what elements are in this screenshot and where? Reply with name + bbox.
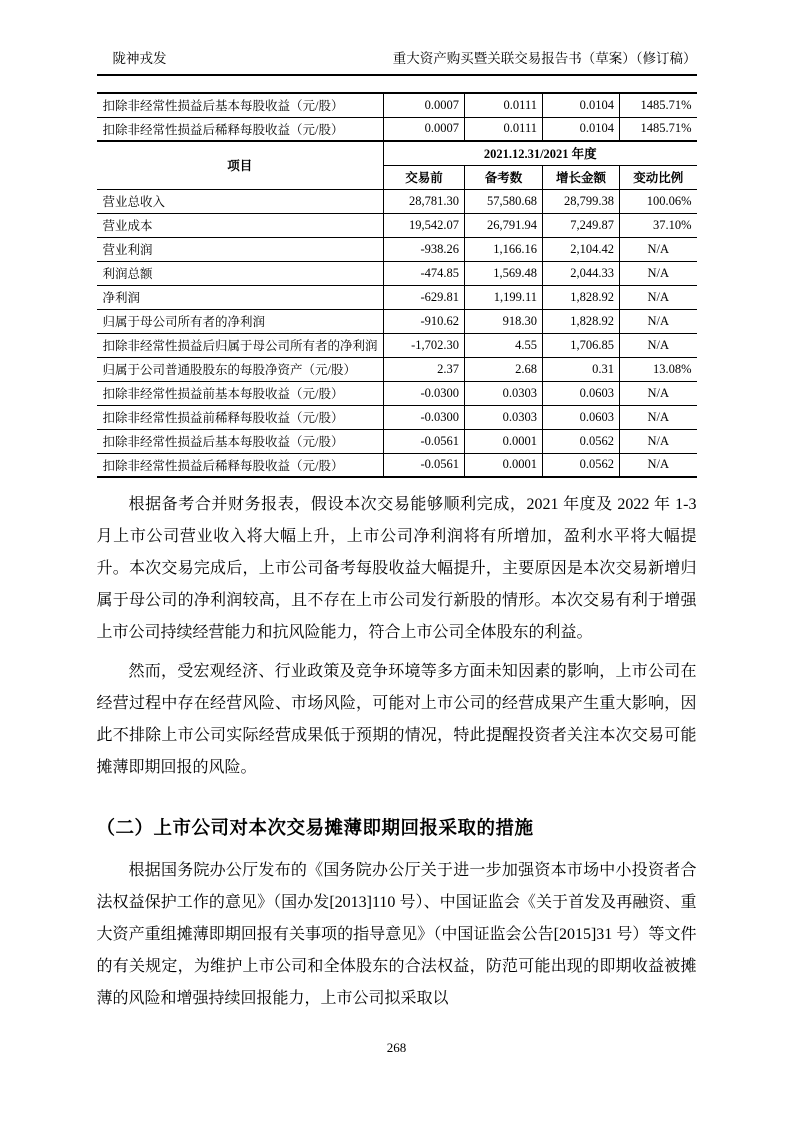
table-row <box>97 213 697 237</box>
body-paragraph: 根据国务院办公厅发布的《国务院办公厅关于进一步加强资本市场中小投资者合法权益保护工作的意见》（国办发[2013]110 号）、中国证监会《关于首发及再融资、重大资产重组摊薄即期回报有关事项的指导意见》（中国证监会公告[2015]31 号）等文件的有关规定，为维护上市公司和全体股东的合法权益，防范可能出现的即期收益被摊薄的风险和增强持续回报能力，上市公司拟采取以 <box>96 862 697 1007</box>
row-label: 扣除非经常性损益前稀释每股收益（元/股） <box>97 405 384 429</box>
value-cell: 0.0603 <box>543 405 620 429</box>
page-number: 268 <box>386 1040 407 1055</box>
value-cell: -938.26 <box>384 237 465 261</box>
value-cell: -474.85 <box>384 261 465 285</box>
value-cell: 0.0111 <box>465 93 543 117</box>
table-row <box>97 189 697 213</box>
row-label: 扣除非经常性损益后基本每股收益（元/股） <box>97 93 384 117</box>
table-header-row <box>97 141 697 165</box>
value-cell: 0.0562 <box>543 429 620 453</box>
value-cell: 1485.71% <box>620 117 697 141</box>
row-label: 净利润 <box>97 285 384 309</box>
value-cell: 1,569.48 <box>465 261 543 285</box>
table-row <box>97 237 697 261</box>
row-label: 扣除非经常性损益后归属于母公司所有者的净利润 <box>97 333 384 357</box>
financial-comparison-table <box>97 92 697 478</box>
value-cell: -0.0300 <box>384 405 465 429</box>
value-cell: -629.81 <box>384 285 465 309</box>
table-row <box>97 405 697 429</box>
body-paragraph: 然而，受宏观经济、行业政策及竞争环境等多方面未知因素的影响，上市公司在经营过程中存在经营风险、市场风险，可能对上市公司的经营成果产生重大影响，因此不排除上市公司实际经营成果低于预期的情况，特此提醒投资者关注本次交易可能摊薄即期回报的风险。 <box>96 663 697 776</box>
column-header: 增长金额 <box>543 165 620 189</box>
value-cell: 4.55 <box>465 333 543 357</box>
value-cell: N/A <box>620 453 697 477</box>
value-cell: 13.08% <box>620 357 697 381</box>
row-label: 营业总收入 <box>97 189 384 213</box>
value-cell: 0.0111 <box>465 117 543 141</box>
column-header-period: 2021.12.31/2021 年度 <box>384 141 697 165</box>
value-cell: 0.0104 <box>543 93 620 117</box>
value-cell: 57,580.68 <box>465 189 543 213</box>
value-cell: 0.0303 <box>465 405 543 429</box>
value-cell: N/A <box>620 309 697 333</box>
running-header <box>97 0 697 76</box>
section-heading: （二）上市公司对本次交易摊薄即期回报采取的措施 <box>96 817 534 838</box>
table-row <box>97 453 697 477</box>
page-footer <box>0 1040 793 1056</box>
row-label: 扣除非经常性损益后稀释每股收益（元/股） <box>97 117 384 141</box>
value-cell: N/A <box>620 333 697 357</box>
column-header: 变动比例 <box>620 165 697 189</box>
table-row <box>97 309 697 333</box>
row-label: 归属于母公司所有者的净利润 <box>97 309 384 333</box>
value-cell: N/A <box>620 381 697 405</box>
row-label: 营业成本 <box>97 213 384 237</box>
value-cell: -0.0561 <box>384 453 465 477</box>
header-company-name: 陇神戎发 <box>112 51 167 66</box>
value-cell: 0.0001 <box>465 429 543 453</box>
value-cell: 28,781.30 <box>384 189 465 213</box>
table-row <box>97 381 697 405</box>
value-cell: N/A <box>620 261 697 285</box>
table-row <box>97 285 697 309</box>
value-cell: 0.0007 <box>384 117 465 141</box>
value-cell: N/A <box>620 285 697 309</box>
value-cell: -1,702.30 <box>384 333 465 357</box>
value-cell: 2,104.42 <box>543 237 620 261</box>
value-cell: 37.10% <box>620 213 697 237</box>
column-header: 备考数 <box>465 165 543 189</box>
row-label: 扣除非经常性损益后稀释每股收益（元/股） <box>102 458 344 473</box>
value-cell: 0.31 <box>543 357 620 381</box>
value-cell: 918.30 <box>465 309 543 333</box>
column-header-item: 项目 <box>97 141 384 189</box>
value-cell: N/A <box>620 405 697 429</box>
value-cell: 0.0001 <box>465 453 543 477</box>
value-cell: 100.06% <box>620 189 697 213</box>
value-cell: 2.68 <box>465 357 543 381</box>
table-row <box>97 357 697 381</box>
header-report-title: 重大资产购买暨关联交易报告书（草案）（修订稿） <box>392 51 697 66</box>
value-cell: 1,828.92 <box>543 309 620 333</box>
row-label: 归属于公司普通股股东的每股净资产（元/股） <box>97 357 384 381</box>
value-cell: 1,828.92 <box>543 285 620 309</box>
table-row <box>97 93 697 117</box>
value-cell: 1,166.16 <box>465 237 543 261</box>
row-label: 利润总额 <box>97 261 384 285</box>
table-row <box>97 261 697 285</box>
value-cell: -0.0300 <box>384 381 465 405</box>
value-cell: 0.0007 <box>384 93 465 117</box>
value-cell: 1,199.11 <box>465 285 543 309</box>
value-cell: 19,542.07 <box>384 213 465 237</box>
value-cell: 1,706.85 <box>543 333 620 357</box>
value-cell: 0.0303 <box>465 381 543 405</box>
column-header: 交易前 <box>384 165 465 189</box>
body-paragraph: 根据备考合并财务报表，假设本次交易能够顺利完成，2021 年度及 2022 年 1-3 月上市公司营业收入将大幅上升，上市公司净利润将有所增加，盈利水平将大幅提升。本次交易完成后，上市公司备考每股收益大幅提升，主要原因是本次交易新增归属于母公司的净利润较高，且不存在上市公司发行新股的情形。本次交易有利于增强上市公司持续经营能力和抗风险能力，符合上市公司全体股东的利益。 <box>96 496 697 641</box>
value-cell: N/A <box>620 237 697 261</box>
value-cell: -910.62 <box>384 309 465 333</box>
value-cell: 28,799.38 <box>543 189 620 213</box>
table-row <box>97 117 697 141</box>
value-cell: 1485.71% <box>620 93 697 117</box>
table-row <box>97 333 697 357</box>
value-cell: 26,791.94 <box>465 213 543 237</box>
value-cell: 0.0562 <box>543 453 620 477</box>
row-label: 扣除非经常性损益前基本每股收益（元/股） <box>97 381 384 405</box>
value-cell: 0.0603 <box>543 381 620 405</box>
value-cell: 2,044.33 <box>543 261 620 285</box>
value-cell: 7,249.87 <box>543 213 620 237</box>
row-label: 营业利润 <box>97 237 384 261</box>
value-cell: 2.37 <box>384 357 465 381</box>
value-cell: 0.0104 <box>543 117 620 141</box>
row-label: 扣除非经常性损益后基本每股收益（元/股） <box>97 429 384 453</box>
value-cell: N/A <box>620 429 697 453</box>
value-cell: -0.0561 <box>384 429 465 453</box>
table-row <box>97 429 697 453</box>
